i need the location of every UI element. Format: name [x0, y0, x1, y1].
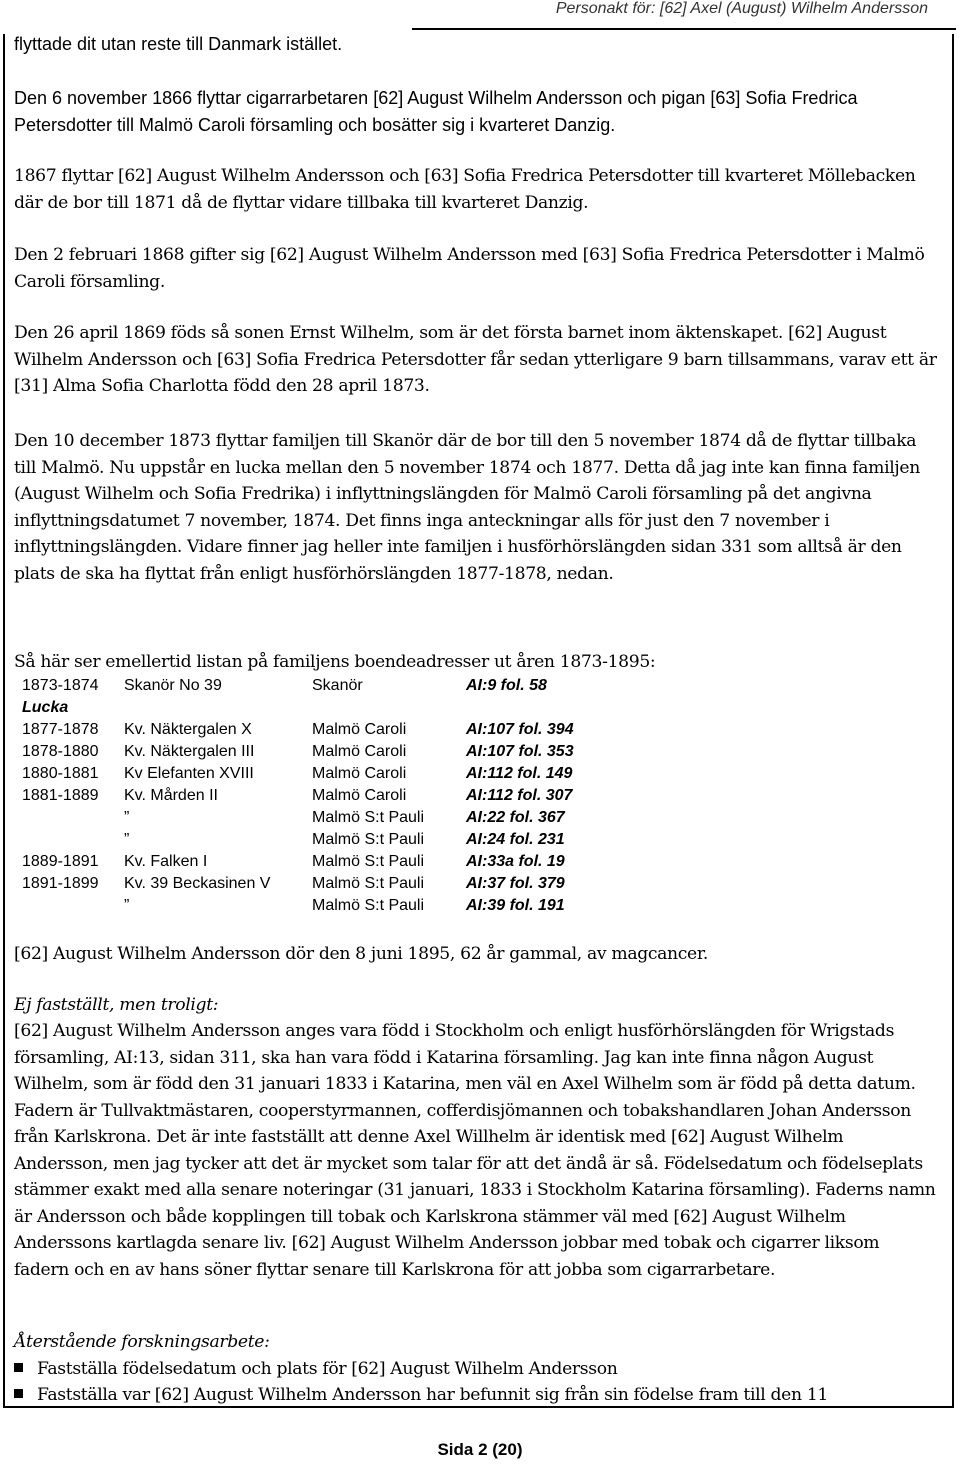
table-row [22, 697, 580, 719]
address-street: Kv. Näktergalen X [124, 721, 252, 738]
continued-text: flyttade dit utan reste till Danmark istället. [14, 34, 343, 54]
address-reference: AI:112 fol. 307 [466, 787, 573, 804]
address-parish [312, 697, 466, 719]
research-item-label: Fastställa födelsedatum och plats för [62] August Wilhelm Andersson [37, 1359, 618, 1379]
address-years: 1878-1880 [22, 743, 99, 760]
list-item [14, 1382, 944, 1408]
address-street [124, 697, 312, 719]
address-street: ” [124, 897, 130, 914]
square-bullet-icon [14, 1363, 23, 1372]
address-years [22, 807, 124, 829]
paragraph-address-intro: Så här ser emellertid listan på familjens boendeadresser ut åren 1873-1895: [14, 652, 656, 672]
address-table [22, 675, 580, 917]
address-years: 1877-1878 [22, 721, 99, 738]
address-parish: Malmö S:t Pauli [312, 809, 425, 826]
address-years: Lucka [22, 699, 69, 716]
address-parish: Malmö S:t Pauli [312, 853, 425, 870]
address-years [22, 829, 124, 851]
address-street: Kv. Näktergalen III [124, 743, 255, 760]
address-reference: AI:107 fol. 353 [466, 743, 574, 760]
address-street: Skanör No 39 [124, 677, 222, 694]
address-street: Kv. Mården II [124, 787, 218, 804]
table-row [22, 807, 580, 829]
address-parish: Malmö Caroli [312, 743, 407, 760]
address-parish: Malmö S:t Pauli [312, 831, 425, 848]
table-row [22, 873, 580, 895]
list-item [14, 1356, 944, 1382]
table-row [22, 851, 580, 873]
address-years: 1873-1874 [22, 677, 99, 694]
address-reference: AI:22 fol. 367 [466, 809, 565, 826]
page-number: Sida 2 (20) [437, 1440, 523, 1459]
table-row [22, 763, 580, 785]
address-parish: Malmö S:t Pauli [312, 875, 425, 892]
address-reference [466, 697, 580, 719]
address-reference: AI:33a fol. 19 [466, 853, 565, 870]
address-street: Kv. 39 Beckasinen V [124, 875, 271, 892]
paragraph-death: [62] August Wilhelm Andersson dör den 8 juni 1895, 62 år gammal, av magcancer. [14, 944, 708, 964]
paragraph-move-1867: 1867 flyttar [62] August Wilhelm Andersson och [63] Sofia Fredrica Petersdotter till kvarteret Möllebacken där de bor till 1871 då de flyttar vidare tillbaka till kvarteret Danzig. [14, 166, 916, 213]
address-street: Kv. Falken I [124, 853, 208, 870]
address-parish: Malmö Caroli [312, 765, 407, 782]
address-years [22, 895, 124, 917]
address-reference: AI:112 fol. 149 [466, 765, 573, 782]
address-parish: Malmö S:t Pauli [312, 897, 425, 914]
address-parish: Malmö Caroli [312, 787, 407, 804]
address-reference: AI:9 fol. 58 [466, 677, 547, 694]
address-reference: AI:37 fol. 379 [466, 875, 565, 892]
address-years: 1880-1881 [22, 765, 99, 782]
paragraph-unconfirmed: [62] August Wilhelm Andersson anges vara född i Stockholm och enligt husförhörslängden för Wrigstads församling, AI:13, sidan 311, ska han vara född i Katarina församling. Jag kan inte finna någon August Wilhelm, som är född den 31 januari 1833 i Katarina, men väl en Axel Wilhelm som är född på detta datum. Fadern är Tullvaktmästaren, cooperstyrmannen, cofferdisjömannen och tobakshandlaren Johan Andersson från Karlskrona. Det är inte fastställt att denne Axel Willhelm är identisk med [62] August Wilhelm Andersson, men jag tycker att det är mycket som talar för att det ändå är så. Födelsedatum och födelseplats stämmer exakt med alla senare noteringar (31 januari, 1833 i Stockholm Katarina församling). Faderns namn är Andersson och både kopplingen till tobak och Karlskrona stämmer väl med [62] August Wilhelm Anderssons kartlagda senare liv. [62] August Wilhelm Andersson jobbar med tobak och cigarrer liksom fadern och en av hans söner flyttar senare till Karlskrona för att jobba som cigarrarbetare. [14, 1021, 936, 1280]
address-reference: AI:39 fol. 191 [466, 897, 565, 914]
header-rule [412, 28, 956, 30]
address-years: 1889-1891 [22, 853, 99, 870]
table-row [22, 829, 580, 851]
address-reference: AI:24 fol. 231 [466, 831, 565, 848]
address-years: 1881-1889 [22, 787, 99, 804]
table-row [22, 675, 580, 697]
research-list [14, 1356, 944, 1408]
page-header: Personakt för: [62] Axel (August) Wilhelm Andersson [555, 0, 928, 17]
table-row [22, 741, 580, 763]
address-parish: Skanör [312, 677, 363, 694]
address-parish: Malmö Caroli [312, 721, 407, 738]
research-item-label: Fastställa var [62] August Wilhelm Andersson har befunnit sig från sin födelse fram till den 11 [37, 1385, 828, 1405]
table-row [22, 719, 580, 741]
paragraph-children: Den 26 april 1869 föds så sonen Ernst Wilhelm, som är det första barnet inom äktenskapet. [62] August Wilhelm Andersson och [63] Sofia Fredrica Petersdotter får sedan ytterligare 9 barn tillsammans, varav ett är [31] Alma Sofia Charlotta född den 28 april 1873. [14, 323, 937, 396]
address-years: 1891-1899 [22, 875, 99, 892]
table-row [22, 895, 580, 917]
unconfirmed-heading: Ej fastställt, men troligt: [14, 995, 219, 1015]
address-street: Kv Elefanten XVIII [124, 765, 254, 782]
research-heading: Återstående forskningsarbete: [14, 1332, 270, 1352]
address-street: ” [124, 809, 130, 826]
paragraph-move-1866: Den 6 november 1866 flyttar cigarrarbetaren [62] August Wilhelm Andersson och pigan [63] Sofia Fredrica Petersdotter till Malmö Caroli församling och bosätter sig i kvarteret Danzig. [14, 88, 858, 135]
address-reference: AI:107 fol. 394 [466, 721, 574, 738]
paragraph-skanor: Den 10 december 1873 flyttar familjen till Skanör där de bor till den 5 november 1874 då de flyttar tillbaka till Malmö. Nu uppstår en lucka mellan den 5 november 1874 och 1877. Detta då jag inte kan finna familjen (August Wilhelm och Sofia Fredrika) i inflyttningslängden för Malmö Caroli församling på det angivna inflyttningsdatumet 7 november, 1874. Det finns inga anteckningar alls för just den 7 november i inflyttningslängden. Vidare finner jag heller inte familjen i husförhörslängden sidan 331 som alltså är den plats de ska ha flyttat från enligt husförhörslängden 1877-1878, nedan. [14, 431, 920, 584]
address-street: ” [124, 831, 130, 848]
square-bullet-icon [14, 1389, 23, 1398]
paragraph-marriage: Den 2 februari 1868 gifter sig [62] August Wilhelm Andersson med [63] Sofia Fredrica Petersdotter i Malmö Caroli församling. [14, 245, 925, 292]
table-row [22, 785, 580, 807]
